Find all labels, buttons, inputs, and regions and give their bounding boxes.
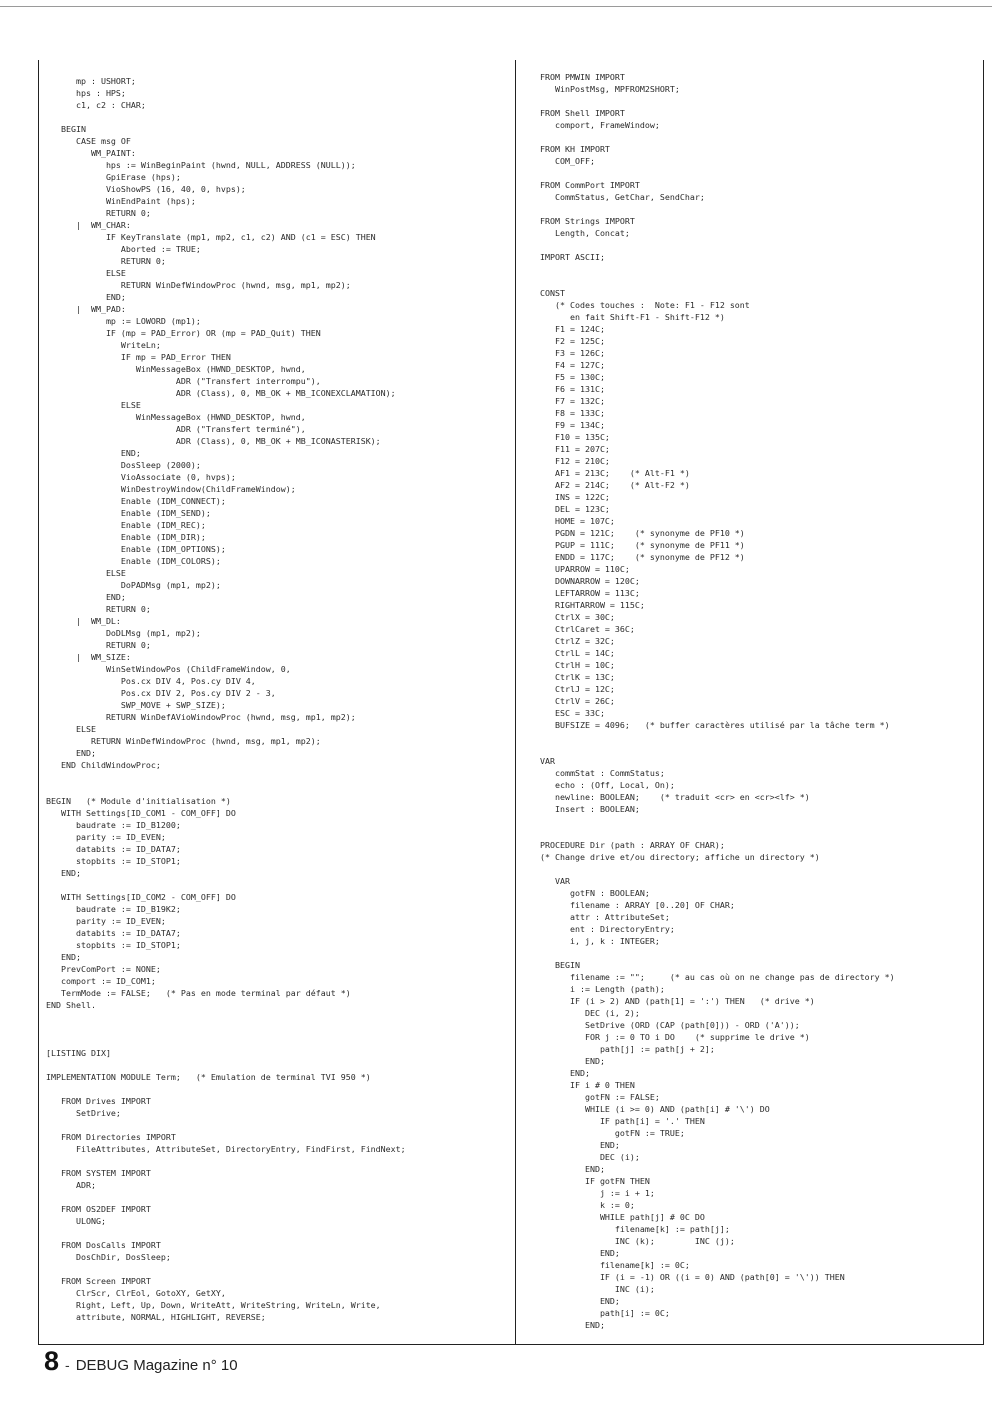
column-divider [515,60,516,1344]
page-footer [44,1346,238,1376]
page-number: 8 [44,1346,60,1376]
top-rule [0,6,992,7]
publication-name: DEBUG Magazine n° 10 [75,1357,238,1374]
left-code-listing: mp : USHORT; hps : HPS; c1, c2 : CHAR; BEGIN CASE msg OF WM_PAINT: hps := WinBeginPaint (hwnd, NULL, ADDRESS (NULL)); GpiErase (hps); VioShowPS (16, 40, 0, hvps); WinEndPaint (hps); RETURN 0; | WM_CHAR: IF KeyTranslate (mp1, mp2, c1, c2) AND (c1 = ESC) THEN Aborted := TRUE; RETURN 0; ELSE RETURN WinDefWindowProc (hwnd, msg, mp1, mp2); END; | WM_PAD: mp := LOWORD (mp1); IF (mp = PAD_Error) OR (mp = PAD_Quit) THEN WriteLn; IF mp = PAD_Error THEN WinMessageBox (HWND_DESKTOP, hwnd, ADR ("Transfert interrompu"), ADR (Class), 0, MB_OK + MB_ICONEXCLAMATION); ELSE WinMessageBox (HWND_DESKTOP, hwnd, ADR ("Transfert terminé"), ADR (Class), 0, MB_OK + MB_ICONASTERISK); END; DosSleep (2000); VioAssociate (0, hvps); WinDestroyWindow(ChildFrameWindow); Enable (IDM_CONNECT); Enable (IDM_SEND); Enable (IDM_REC); Enable (IDM_DIR); Enable (IDM_OPTIONS); Enable (IDM_COLORS); ELSE DoPADMsg (mp1, mp2); END; RETURN 0; | WM_DL: DoDLMsg (mp1, mp2); RETURN 0; | WM_SIZE: WinSetWindowPos (ChildFrameWindow, 0, Pos.cx DIV 4, Pos.cy DIV 4, Pos.cx DIV 2, Pos.cy DIV 2 - 3, SWP_MOVE + SWP_SIZE); RETURN WinDefAVioWindowProc (hwnd, msg, mp1, mp2); ELSE RETURN WinDefWindowProc (hwnd, msg, mp1, mp2); END; END ChildWindowProc; BEGIN (* Module d'initialisation *) WITH Settings[ID_COM1 - COM_OFF] DO baudrate := ID_B1200; parity := ID_EVEN; databits := ID_DATA7; stopbits := ID_STOP1; END; WITH Settings[ID_COM2 - COM_OFF] DO baudrate := ID_B19K2; parity := ID_EVEN; databits := ID_DATA7; stopbits := ID_STOP1; END; PrevComPort := NONE; comport := ID_COM1; TermMode := FALSE; (* Pas en mode terminal par défaut *) END Shell. [LISTING DIX] IMPLEMENTATION MODULE Term; (* Emulation de terminal TVI 950 *) FROM Drives IMPORT SetDrive; FROM Directories IMPORT FileAttributes, AttributeSet, DirectoryEntry, FindFirst, FindNext; FROM SYSTEM IMPORT ADR; FROM OS2DEF IMPORT ULONG; FROM DosCalls IMPORT DosChDir, DosSleep; FROM Screen IMPORT ClrScr, ClrEol, GotoXY, GetXY, Right, Left, Up, Down, WriteAtt, WriteString, WriteLn, Write, attribute, NORMAL, HIGHLIGHT, REVERSE; [46,76,406,1322]
footer-separator: - [65,1357,70,1373]
right-code-listing: FROM PMWIN IMPORT WinPostMsg, MPFROM2SHORT; FROM Shell IMPORT comport, FrameWindow; FROM KH IMPORT COM_OFF; FROM CommPort IMPORT CommStatus, GetChar, SendChar; FROM Strings IMPORT Length, Concat; IMPORT ASCII; CONST (* Codes touches : Note: F1 - F12 sont en fait Shift-F1 - Shift-F12 *) F1 = 124C; F2 = 125C; F3 = 126C; F4 = 127C; F5 = 130C; F6 = 131C; F7 = 132C; F8 = 133C; F9 = 134C; F10 = 135C; F11 = 207C; F12 = 210C; AF1 = 213C; (* Alt-F1 *) AF2 = 214C; (* Alt-F2 *) INS = 122C; DEL = 123C; HOME = 107C; PGDN = 121C; (* synonyme de PF10 *) PGUP = 111C; (* synonyme de PF11 *) ENDD = 117C; (* synonyme de PF12 *) UPARROW = 110C; DOWNARROW = 120C; LEFTARROW = 113C; RIGHTARROW = 115C; CtrlX = 30C; CtrlCaret = 36C; CtrlZ = 32C; CtrlL = 14C; CtrlH = 10C; CtrlK = 13C; CtrlJ = 12C; CtrlV = 26C; ESC = 33C; BUFSIZE = 4096; (* buffer caractères utilisé par la tâche term *) VAR commStat : CommStatus; echo : (Off, Local, On); newline: BOOLEAN; (* traduit <cr> en <cr><lf> *) Insert : BOOLEAN; PROCEDURE Dir (path : ARRAY OF CHAR); (* Change drive et/ou directory; affiche un directory *) VAR gotFN : BOOLEAN; filename : ARRAY [0..20] OF CHAR; attr : AttributeSet; ent : DirectoryEntry; i, j, k : INTEGER; BEGIN filename := ""; (* au cas où on ne change pas de directory *) i := Length (path); IF (i > 2) AND (path[1] = ':') THEN (* drive *) DEC (i, 2); SetDrive (ORD (CAP (path[0])) - ORD ('A')); FOR j := 0 TO i DO (* supprime le drive *) path[j] := path[j + 2]; END; END; IF i # 0 THEN gotFN := FALSE; WHILE (i >= 0) AND (path[i] # '\') DO IF path[i] = '.' THEN gotFN := TRUE; END; DEC (i); END; IF gotFN THEN j := i + 1; k := 0; WHILE path[j] # 0C DO filename[k] := path[j]; INC (k); INC (j); END; filename[k] := 0C; IF (i = -1) OR ((i = 0) AND (path[0] = '\')) THEN INC (i); END; path[i] := 0C; END; [540,72,895,1330]
